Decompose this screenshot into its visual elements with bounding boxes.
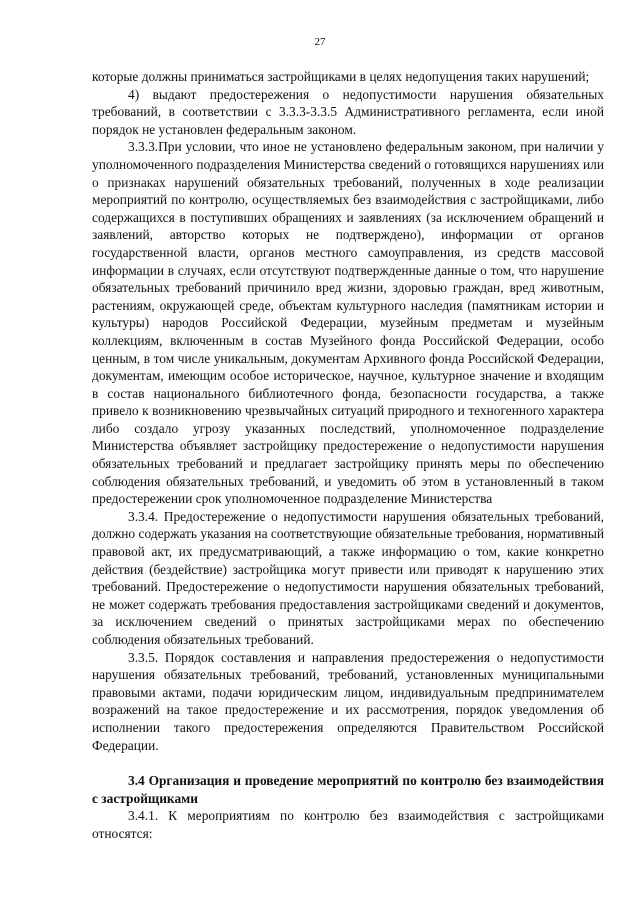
section-heading-3-4: 3.4 Организация и проведение мероприятий по контролю без взаимодействия с застройщиками [92,773,604,806]
paragraph-3-3-5: 3.3.5. Порядок составления и направления предостережения о недопустимости нарушения обязательных требований, требований, установленных муниципальными правовыми актами, подачи юридическим лицом, индивидуальным предпринимателем возражений на такое предостережение и их рассмотрения, порядок уведомления об исполнении такого предостережения определяются Правительством Российской Федерации. [92,649,604,753]
paragraph-continuation: которые должны приниматься застройщиками в целях недопущения таких нарушений; [92,69,590,84]
paragraph-3-3-4: 3.3.4. Предостережение о недопустимости нарушения обязательных требований, должно содержать указания на соответствующие обязательные требования, нормативный правовой акт, их предусматривающий, а также информацию о том, какие конкретно действия (бездействие) застройщика могут привести или приводят к нарушению этих требований. Предостережение о недопустимости нарушения обязательных требований, не может содержать требования предоставления застройщиками сведений и документов, за исключением сведений о принятых застройщиками мерах по обеспечению соблюдения обязательных требований. [92,508,604,647]
paragraph-item-4: 4) выдают предостережения о недопустимости нарушения обязательных требований, в соответствии с 3.3.3-3.3.5 Административного регламента, если иной порядок не установлен федеральным законом. [92,86,604,137]
paragraph-3-3-3: 3.3.3.При условии, что иное не установлено федеральным законом, при наличии у уполномоченного подразделения Министерства сведений о готовящихся нарушениях или о признаках нарушений обязательных требований, полученных в ходе реализации мероприятий по контролю, осуществляемых без взаимодействия с застройщиками, либо содержащихся в поступивших обращениях и заявлениях (за исключением обращений и заявлений, авторство которых не подтверждено), информации от органов государственной власти, органов местного самоуправления, из средств массовой информации в случаях, если отсутствуют подтвержденные данные о том, что нарушение обязательных требований причинило вред жизни, здоровью граждан, вред животным, растениям, окружающей среде, объектам культурного наследия (памятникам истории и культуры) народов Российской Федерации, музейным предметам и музейным коллекциям, включенным в состав Музейного фонда Российской Федерации, особо ценным, в том числе уникальным, документам Архивного фонда Российской Федерации, документам, имеющим особое историческое, научное, культурное значение и входящим в состав национального библиотечного фонда, безопасности государства, а также привело к возникновению чрезвычайных ситуаций природного и техногенного характера либо создало угрозу указанных последствий, уполномоченное подразделение Министерства объявляет застройщику предостережение о недопустимости нарушения обязательных требований и предлагает застройщику принять меры по обеспечению соблюдения обязательных требований, и уведомить об этом в установленный в таком предостережении срок уполномоченное подразделение Министерства [92,139,604,507]
page-number: 27 [314,36,326,48]
document-body [92,68,604,843]
paragraph-3-4-1: 3.4.1. К мероприятиям по контролю без взаимодействия с застройщиками относятся: [92,808,604,841]
